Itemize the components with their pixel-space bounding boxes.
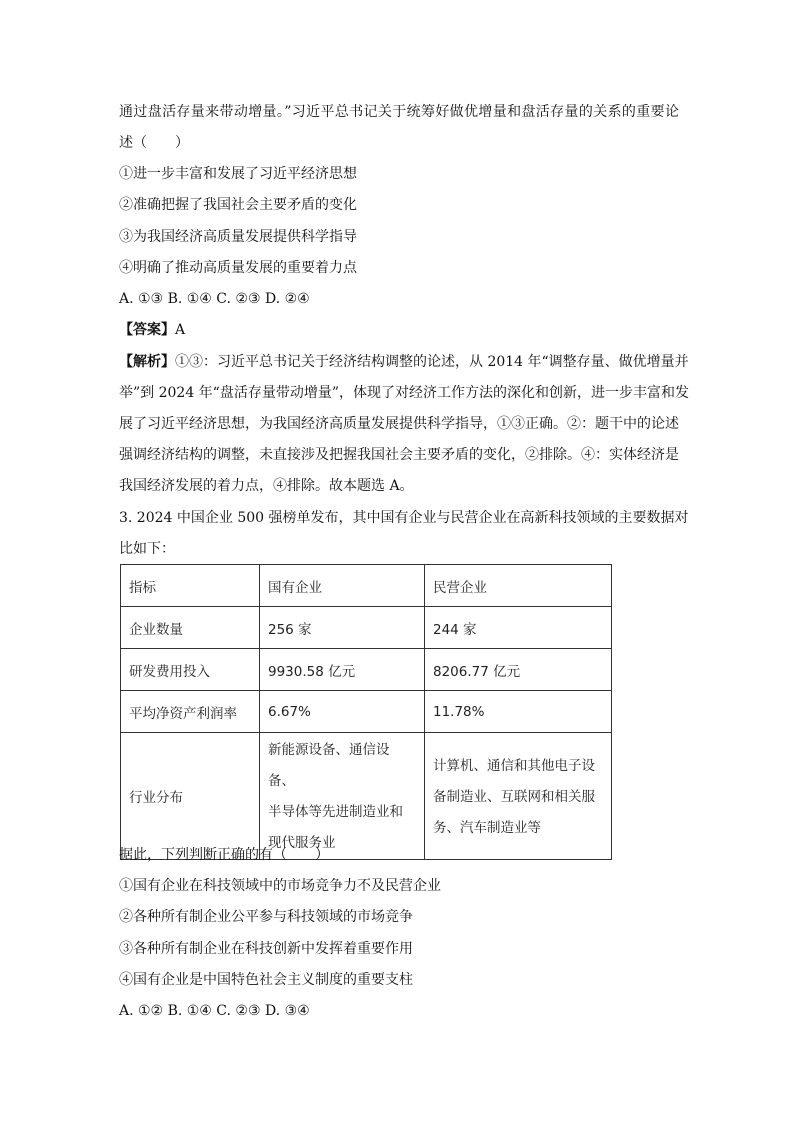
table-header-row xyxy=(121,565,612,607)
cell-line: 计算机、通信和其他电子设 xyxy=(433,757,595,774)
q3-option-4: ④国有企业是中国特色社会主义制度的重要支柱 xyxy=(119,972,413,988)
table-cell: 244 家 xyxy=(425,607,612,649)
table-cell: 9930.58 亿元 xyxy=(260,649,425,691)
cell-line: 现代服务业 xyxy=(268,835,336,851)
answer-value: A xyxy=(175,322,186,338)
q2-analysis-line-4: 强调经济结构的调整，未直接涉及把握我国社会主要矛盾的变化，②排除。④：实体经济是 xyxy=(119,447,679,463)
table-cell-state-industries xyxy=(260,733,425,860)
table-cell: 研发费用投入 xyxy=(121,649,260,691)
cell-line: 务、汽车制造业等 xyxy=(433,819,541,836)
q3-option-3: ③各种所有制企业在科技创新中发挥着重要作用 xyxy=(119,941,413,957)
q2-analysis-line-3: 展了习近平经济思想，为我国经济高质量发展提供科学指导，①③正确。②：题干中的论述 xyxy=(119,416,679,432)
q2-stem-line-2: 述（ ） xyxy=(119,135,189,151)
table-row xyxy=(121,607,612,649)
table-cell: 6.67% xyxy=(260,691,425,733)
q2-option-4: ④明确了推动高质量发展的重要着力点 xyxy=(119,260,357,276)
q3-option-1: ①国有企业在科技领域中的市场竞争力不及民营企业 xyxy=(119,878,441,894)
table-row xyxy=(121,649,612,691)
q3-option-2: ②各种所有制企业公平参与科技领域的市场竞争 xyxy=(119,909,413,925)
q2-analysis-line-2: 举”到 2024 年“盘活存量带动增量”，体现了对经济工作方法的深化和创新，进一步丰富和发 xyxy=(119,385,689,401)
table-cell: 8206.77 亿元 xyxy=(425,649,612,691)
q2-analysis-line-5: 我国经济发展的着力点，④排除。故本题选 A。 xyxy=(119,478,414,494)
table-cell: 企业数量 xyxy=(121,607,260,649)
q2-stem-line-1: 通过盘活存量来带动增量。”习近平总书记关于统筹好做优增量和盘活存量的关系的重要论 xyxy=(119,104,679,120)
table-row xyxy=(121,691,612,733)
answer-label: 【答案】 xyxy=(119,322,175,338)
table-header-cell: 国有企业 xyxy=(260,565,425,607)
table-row-industry xyxy=(121,733,612,860)
q2-analysis-line-1 xyxy=(119,352,689,372)
cell-line: 半导体等先进制造业和 xyxy=(268,804,403,820)
q3-choices: A. ①② B. ①④ C. ②③ D. ③④ xyxy=(119,1003,310,1019)
cell-line: 新能源设备、通信设备、 xyxy=(268,742,390,789)
q2-choices: A. ①③ B. ①④ C. ②③ D. ②④ xyxy=(119,291,310,307)
q2-option-3: ③为我国经济高质量发展提供科学指导 xyxy=(119,229,357,245)
q2-answer xyxy=(119,320,185,340)
table-cell: 行业分布 xyxy=(121,733,260,860)
q2-option-2: ②准确把握了我国社会主要矛盾的变化 xyxy=(119,197,357,213)
table-header-cell: 指标 xyxy=(121,565,260,607)
table-cell-private-industries xyxy=(425,733,612,860)
q3-stem-line-2: 比如下： xyxy=(119,541,175,557)
table-header-cell: 民营企业 xyxy=(425,565,612,607)
analysis-label: 【解析】 xyxy=(119,354,175,370)
q3-stem-line-1: 3. 2024 中国企业 500 强榜单发布，其中国有企业与民营企业在高新科技领域的主要数据对 xyxy=(119,510,689,526)
q3-prompt: 据此，下列判断正确的有（ ） xyxy=(119,847,329,863)
q2-option-1: ①进一步丰富和发展了习近平经济思想 xyxy=(119,166,357,182)
analysis-text-1: ①③：习近平总书记关于经济结构调整的论述，从 2014 年“调整存量、做优增量并 xyxy=(175,354,689,370)
table-cell: 256 家 xyxy=(260,607,425,649)
table-cell: 平均净资产利润率 xyxy=(121,691,260,733)
table-cell: 11.78% xyxy=(425,691,612,733)
comparison-table xyxy=(120,564,612,860)
cell-line: 备制造业、互联网和相关服 xyxy=(433,788,595,805)
